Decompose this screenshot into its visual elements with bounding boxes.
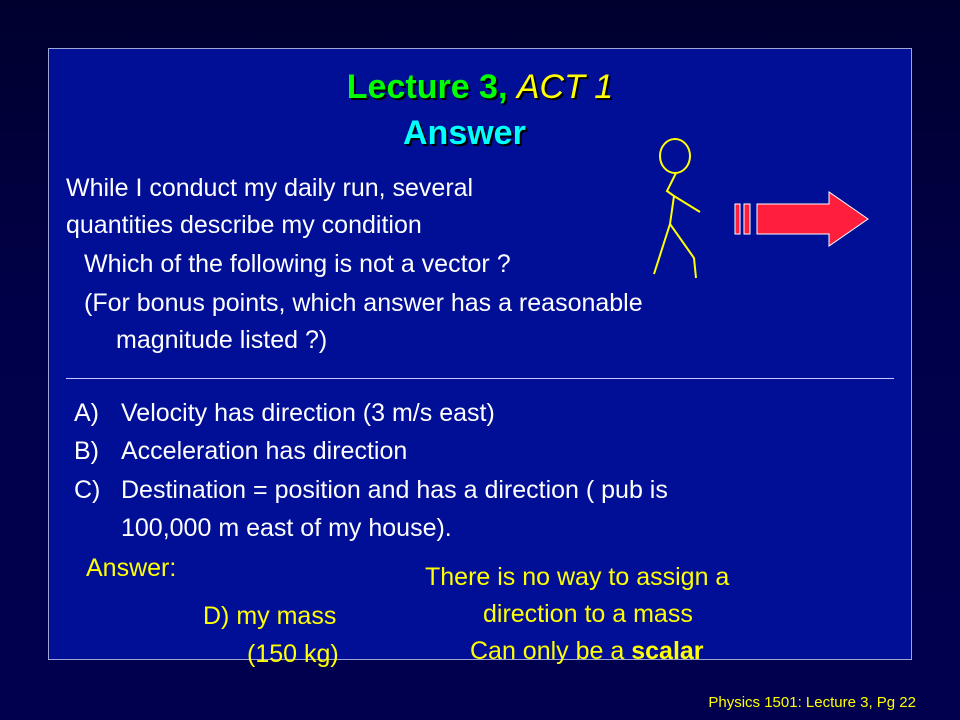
explanation-line-3	[470, 637, 704, 666]
explanation-line-1: There is no way to assign a	[425, 563, 730, 591]
option-b-text: Acceleration has direction	[121, 437, 408, 465]
option-c	[74, 476, 668, 505]
slide-footer: Physics 1501: Lecture 3, Pg 22	[708, 694, 916, 711]
title-main: Lecture 3,	[346, 68, 508, 106]
option-c-continuation: 100,000 m east of my house).	[121, 514, 452, 542]
option-b	[74, 437, 407, 466]
answer-line-2: (150 kg)	[247, 640, 339, 668]
explanation-prefix: Can only be a	[470, 637, 625, 665]
scalar-emphasis: scalar	[631, 637, 704, 665]
stick-figure-icon	[640, 136, 720, 286]
slide-title	[0, 68, 960, 107]
bonus-line-1: (For bonus points, which answer has a reasonable	[84, 289, 643, 317]
title-act: ACT 1	[516, 68, 614, 106]
intro-line-2: quantities describe my condition	[66, 211, 422, 239]
intro-line-1: While I conduct my daily run, several	[66, 174, 474, 202]
slide-subtitle: Answer	[403, 114, 526, 152]
explanation-line-2: direction to a mass	[483, 600, 693, 628]
right-arrow-icon	[735, 190, 870, 250]
option-a-letter: A)	[74, 399, 99, 427]
option-c-letter: C)	[74, 476, 101, 504]
option-c-text: Destination = position and has a direction ( pub is	[121, 476, 668, 504]
option-a-text: Velocity has direction (3 m/s east)	[121, 399, 495, 427]
bonus-line-2: magnitude listed ?)	[116, 326, 328, 354]
answer-label: Answer:	[86, 554, 177, 582]
answer-line-1: D) my mass	[203, 602, 337, 630]
question-text: Which of the following is not a vector ?	[84, 250, 511, 278]
option-a	[74, 399, 495, 428]
option-b-letter: B)	[74, 437, 99, 465]
divider	[66, 378, 894, 379]
